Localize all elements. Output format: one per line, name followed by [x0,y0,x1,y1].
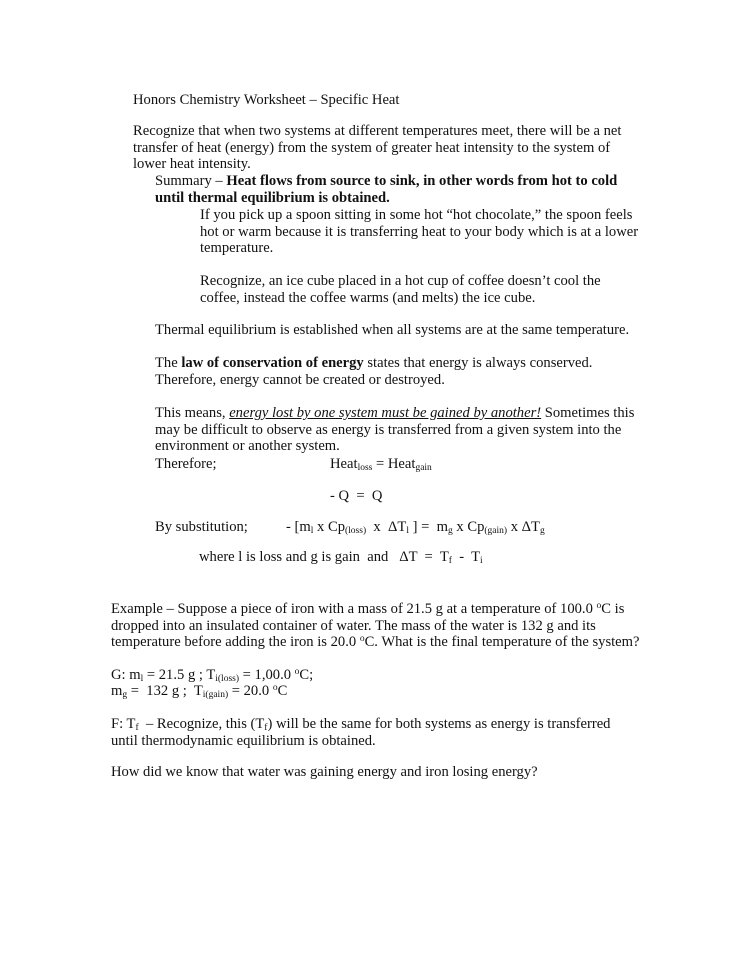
text: Example – Suppose a piece of iron with a mass of 21.5 g at a temperature of 100.0 [111,601,597,617]
substitution-equation [286,519,545,536]
conservation-paragraph [155,355,625,388]
ice-cube-paragraph: Recognize, an ice cube placed in a hot cup of coffee doesn’t cool the coffee, instead the coffee warms (and melts) the ice cube. [200,273,601,306]
degree: o [596,601,602,611]
subscript: g [539,526,545,536]
text: C [277,683,288,699]
given-line-2 [111,683,287,700]
text: = [372,456,388,472]
subscript: f [264,723,268,733]
text: x ΔT [507,519,540,535]
text: Heat [330,456,358,472]
subscript: i [480,556,483,566]
subscript: g [122,690,128,700]
worksheet-title: Honors Chemistry Worksheet – Specific Heat [133,92,400,108]
text: = 20.0 [228,683,273,699]
find-paragraph [111,716,631,749]
text: where l is loss and g is gain and ΔT = T [199,549,449,565]
intro-paragraph: Recognize that when two systems at different temperatures meet, there will be a net transfer of heat (energy) from the system of greater heat intensity to the system of lower heat intensity. [133,123,622,173]
summary-bold-text: Heat flows from source to sink, in other words from hot to cold until thermal equilibrium is obtained. [155,173,618,206]
subscript: i(gain) [202,690,229,700]
example-paragraph [111,601,646,651]
text: = 1,00.0 [239,667,295,683]
subscript: g [448,526,453,536]
text: - T [451,549,481,565]
text: x Cp [452,519,485,535]
degree: o [359,634,365,645]
therefore-label: Therefore; [155,456,217,472]
where-line [199,549,483,566]
text: = 21.5 g ; T [143,667,216,683]
q-equation: - Q = Q [330,488,383,504]
subscript: l [406,526,409,536]
subscript: (loss) [345,526,367,536]
text: ) will be the same for both systems as energy is transferred until thermodynamic equilibrium is obtained. [111,716,611,749]
underlined-emphasis: energy lost by one system must be gained by another! [229,405,542,421]
degree: o [272,683,278,693]
given-line-1 [111,667,313,684]
text: x ΔT [366,519,407,535]
text: m [111,683,123,699]
law-bold: law of conservation of energy [181,355,364,371]
text: = 132 g ; T [127,683,203,699]
text: The [155,355,182,371]
summary-label: Summary – [155,173,227,189]
text: C; [299,667,314,683]
subscript: f [448,556,452,566]
text: C is dropped into an insulated container of water. The mass of the water is 132 g and its temperature before adding the iron is 20.0 [111,601,625,651]
subscript: l [310,526,314,536]
summary-paragraph [155,173,635,206]
text: ] = m [408,519,449,535]
thermal-equilibrium-paragraph: Thermal equilibrium is established when all systems are at the same temperature. [155,322,630,338]
subscript: i(loss) [215,674,239,684]
heat-equation [330,456,432,473]
subscript: l [140,674,144,684]
subscript: gain [415,463,432,473]
question: How did we know that water was gaining energy and iron losing energy? [111,764,538,780]
text: G: m [111,667,141,683]
text: C. What is the final temperature of the system? [364,634,640,651]
spoon-paragraph: If you pick up a spoon sitting in some hot “hot chocolate,” the spoon feels hot or warm because it is transferring heat to your body which is at a lower temperature. [200,207,639,257]
text: – Recognize, this (T [138,716,265,732]
text: x Cp [313,519,345,535]
text: states that energy is always conserved. Therefore, energy cannot be created or destroyed. [155,355,593,388]
energy-transfer-paragraph [155,405,640,455]
text: This means, [155,405,230,421]
subscript: f [135,723,139,733]
text: - [m [286,519,311,535]
text: Sometimes this may be difficult to observe as energy is transferred from a given system into the environment or another system. [155,405,635,455]
subscript: (gain) [484,526,508,536]
text: Heat [387,456,416,472]
degree: o [294,667,300,677]
subscript: loss [357,463,373,473]
substitution-label: By substitution; [155,519,248,535]
text: F: T [111,716,136,732]
